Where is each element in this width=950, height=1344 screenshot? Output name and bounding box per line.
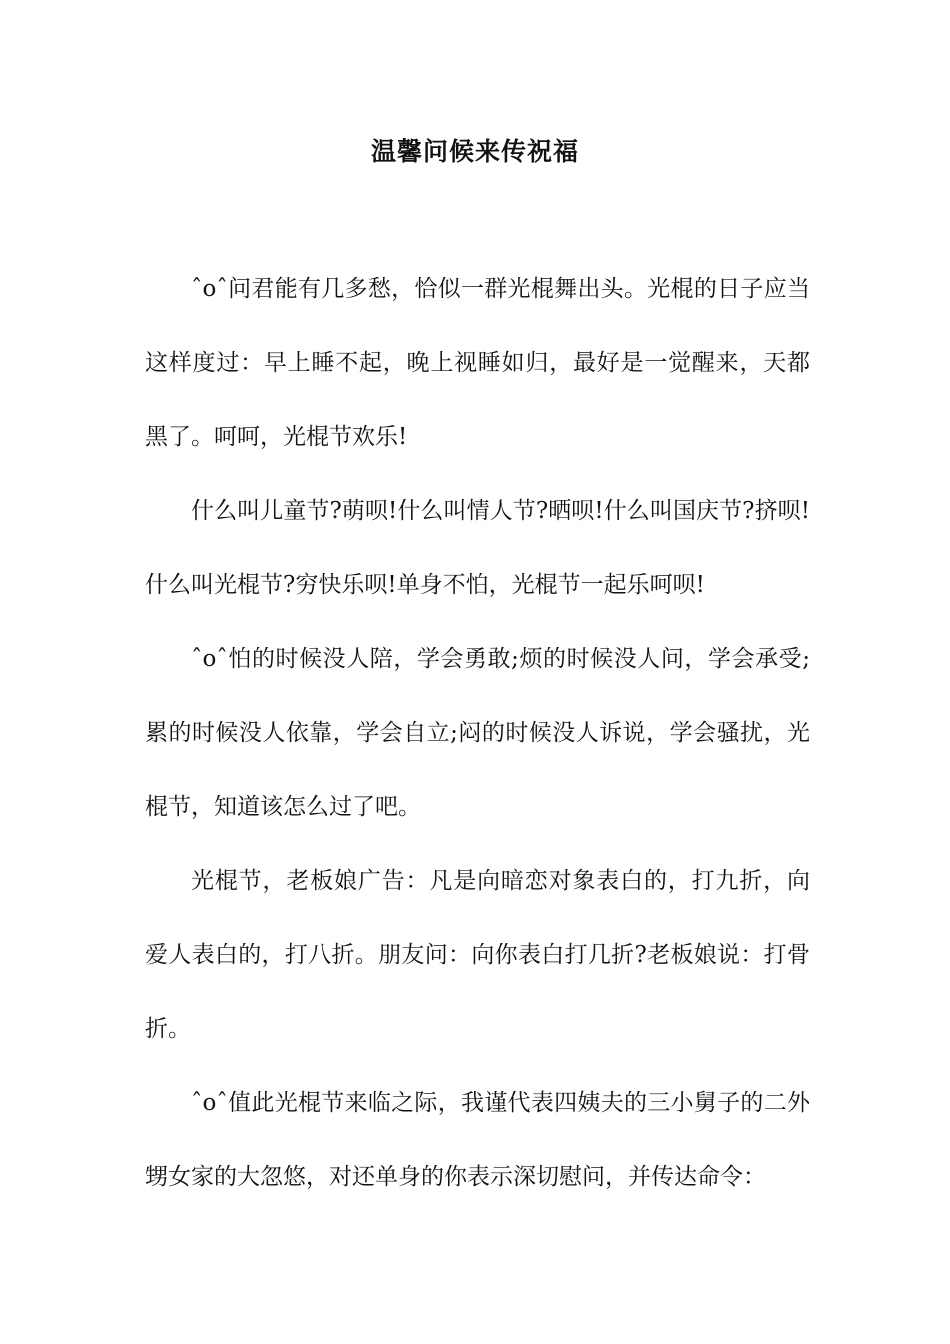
document-title: 温馨问候来传祝福 [370, 137, 579, 166]
paragraph-3: ˆoˆ怕的时候没人陪，学会勇敢;烦的时候没人问，学会承受;累的时候没人依靠，学会自立;闷的时候没人诉说，学会骚扰，光棍节，知道该怎么过了吧。 [145, 646, 810, 820]
paragraph-2: 什么叫儿童节?萌呗!什么叫情人节?晒呗!什么叫国庆节?挤呗!什么叫光棍节?穷快乐呗!单身不怕，光棍节一起乐呵呗! [145, 498, 810, 598]
paragraph-4: 光棍节，老板娘广告：凡是向暗恋对象表白的，打九折，向爱人表白的，打八折。朋友问：向你表白打几折?老板娘说：打骨折。 [145, 868, 810, 1042]
paragraph-5: ˆoˆ值此光棍节来临之际，我谨代表四姨夫的三小舅子的二外甥女家的大忽悠，对还单身的你表示深切慰问，并传达命令： [145, 1090, 810, 1190]
paragraph-1: ˆoˆ问君能有几多愁，恰似一群光棍舞出头。光棍的日子应当这样度过：早上睡不起，晚上视睡如归，最好是一觉醒来，天都黑了。呵呵，光棍节欢乐! [145, 276, 810, 450]
document-body [145, 252, 810, 1214]
